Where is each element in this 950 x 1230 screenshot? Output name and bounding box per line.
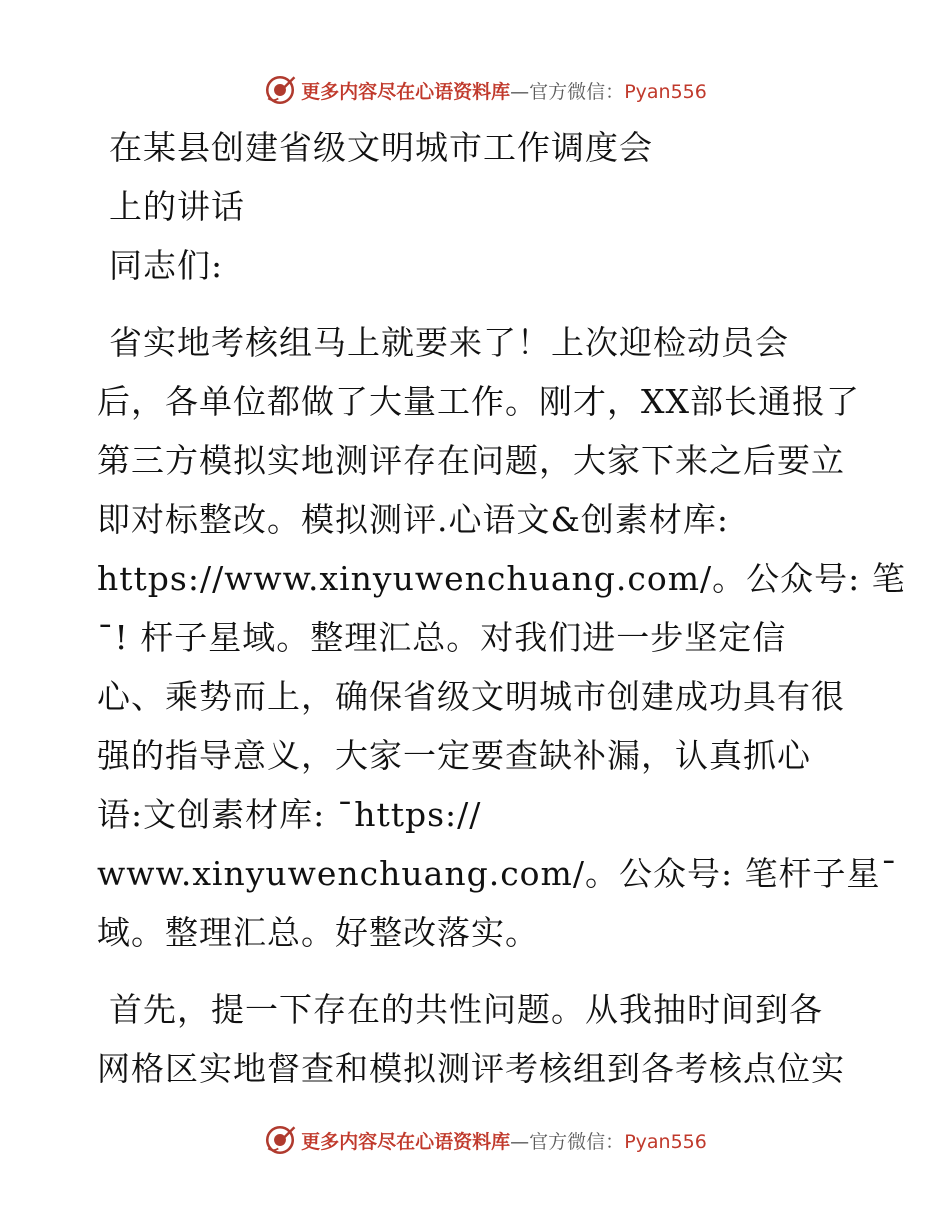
banner-title: 更多内容尽在心语资料库 — [301, 80, 511, 103]
paragraph-line: 省实地考核组马上就要来了！上次迎检动员会 — [109, 323, 789, 362]
document-body — [97, 118, 906, 1098]
paragraph-line: 后，各单位都做了大量工作。刚才，XX部长通报了 — [97, 382, 860, 421]
banner-wechat-label: —官方微信： — [510, 80, 625, 103]
paragraph-line: 网格区实地督查和模拟测评考核组到各考核点位实 — [97, 1049, 845, 1088]
document-title-line-1: 在某县创建省级文明城市工作调度会 — [109, 128, 653, 167]
footer-banner — [0, 1120, 950, 1160]
paragraph-line: 第三方模拟实地测评存在问题，大家下来之后要立 — [97, 441, 845, 480]
paragraph-1 — [97, 313, 906, 962]
header-banner — [0, 70, 950, 110]
paragraph-line: 心、乘势而上，确保省级文明城市创建成功具有很 — [97, 677, 845, 716]
pen-logo-icon — [263, 73, 297, 107]
banner-title: 更多内容尽在心语资料库 — [301, 1130, 511, 1153]
paragraph-line: ¯! 杆子星域。整理汇总。对我们进一步坚定信 — [97, 618, 787, 657]
banner-wechat-id: Pyan556 — [624, 1130, 707, 1153]
banner-wechat-id: Pyan556 — [624, 80, 707, 103]
document-title-line-2: 上的讲话 — [109, 187, 245, 226]
paragraph-line: 语:文创素材库: ¯https:// — [97, 795, 482, 834]
paragraph-2 — [97, 980, 857, 1098]
paragraph-line: 首先，提一下存在的共性问题。从我抽时间到各 — [109, 990, 823, 1029]
paragraph-line: 域。整理汇总。好整改落实。 — [97, 913, 539, 952]
banner-wechat-label: —官方微信： — [510, 1130, 625, 1153]
paragraph-line: 强的指导意义，大家一定要查缺补漏，认真抓心 — [97, 736, 811, 775]
paragraph-line: https://www.xinyuwenchuang.com/。公众号: 笔 — [97, 559, 906, 598]
pen-logo-icon — [263, 1123, 297, 1157]
paragraph-line: www.xinyuwenchuang.com/。公众号: 笔杆子星¯ — [97, 854, 899, 893]
salutation: 同志们: — [109, 246, 224, 285]
paragraph-line: 即对标整改。模拟测评.心语文&创素材库: — [97, 500, 729, 539]
